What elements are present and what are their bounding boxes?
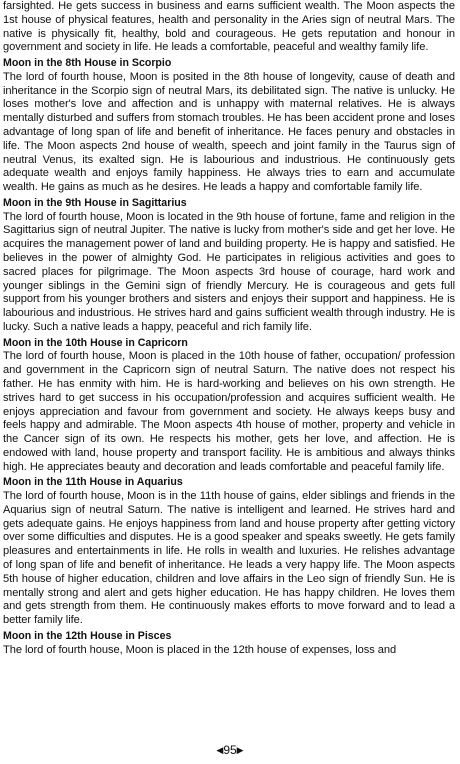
section-heading: Moon in the 9th House in Sagittarius bbox=[3, 196, 187, 209]
section-paragraph: The lord of fourth house, Moon is posited in the 8th house of longevity, cause of death and inheritance in the Scorpio sign of neutral Mars, its debilitated sign. The native is unlucky. He loses mother's love and affection and is unhappy with maternal relatives. He is always mentally disturbed and suffers from stomach troubles. He has been accident prone and loses advantage of long span of life and benefit of inheritance. He faces penury and obstacles in life. The Moon aspects 2nd house of wealth, speech and joint family in the Taurus sign of neutral Venus, its exalted sign. He is labourious and industrious. He continuously gets adequate wealth and enjoys family happiness. He always tries to earn and accumulate wealth. He gains as much as he desires. He leads a happy and comfortable family life. bbox=[3, 70, 455, 194]
section-paragraph: The lord of fourth house, Moon is placed in the 10th house of father, occupation/ profession and government in the Capricorn sign of neutral Saturn. The native does not respect his father. He has enmity with him. He is hard-working and believes on his own strength. He strives hard to get success in his occupation/profession and acquires sufficient wealth. He enjoys appreciation and favour from government and society. He always keeps busy and feels happy and admirable. The Moon aspects 4th house of mother, property and vehicle in the Cancer sign of its own. He respects his mother, gets her love, and affection. He is endowed with land, house property and transport facility. He is ambitious and always thinks high. He appreciates beauty and decoration and leads comfortable and peaceful family life. bbox=[3, 350, 455, 473]
section-paragraph: The lord of fourth house, Moon is in the 11th house of gains, elder siblings and friends in the Aquarius sign of neutral Saturn. The native is intelligent and learned. He strives hard and gets adequate gains. He enjoys happiness from land and house property after getting victory over some difficulties and disputes. He is a good speaker and speaks sweetly. He gets family pleasures and entertainments in life. He rolls in wealth and luxuries. He relishes advantage of long span of life and benefit of inheritance. He leads a very happy life. The Moon aspects 5th house of higher education, children and love affairs in the Leo sign of friendly Sun. He is mentally strong and alert and gets higher education. He has happy children. He loves them and gets strength from them. He continuously makes efforts to move forward and to lead a better family life. bbox=[3, 490, 455, 627]
ornament-right-icon: ▶ bbox=[236, 745, 244, 755]
section-heading: Moon in the 11th House in Aquarius bbox=[3, 476, 183, 489]
section-heading: Moon in the 12th House in Pisces bbox=[3, 630, 172, 643]
section-heading: Moon in the 10th House in Capricorn bbox=[3, 336, 188, 349]
ornament-left-icon: ◀ bbox=[216, 745, 224, 755]
section-paragraph: The lord of fourth house, Moon is located in the 9th house of fortune, fame and religion in the Sagittarius sign of neutral Jupiter. The native is lucky from mother's side and get her love. He acquires the management power of land and building property. He is happy and satisfied. He believes in the power of almighty God. He participates in religious activities and goes to sacred places for pilgrimage. The Moon aspects 3rd house of courage, hard work and younger siblings in the Gemini sign of friendly Mercury. He is courageous and gets full support from his younger brothers and sisters and enjoys their support and happiness. He is labourious and industrious. He strives hard and gains sufficient wealth through industry. He is lucky. Such a native leads a happy, peaceful and rich family life. bbox=[3, 210, 455, 333]
intro-paragraph: farsighted. He gets success in business and earns sufficient wealth. The Moon aspects the 1st house of physical features, health and personality in the Aries sign of neutral Mars. The native is physically fit, healthy, bold and courageous. He gets reputation and honour in government and society in life. He leads a comfortable, peaceful and wealthy family life. bbox=[3, 0, 455, 54]
section-heading: Moon in the 8th House in Scorpio bbox=[3, 57, 172, 70]
section-paragraph: The lord of fourth house, Moon is placed in the 12th house of expenses, loss and bbox=[3, 643, 397, 656]
page-footer bbox=[0, 743, 460, 757]
page-text bbox=[3, 0, 455, 657]
page-number: 95 bbox=[223, 743, 237, 757]
